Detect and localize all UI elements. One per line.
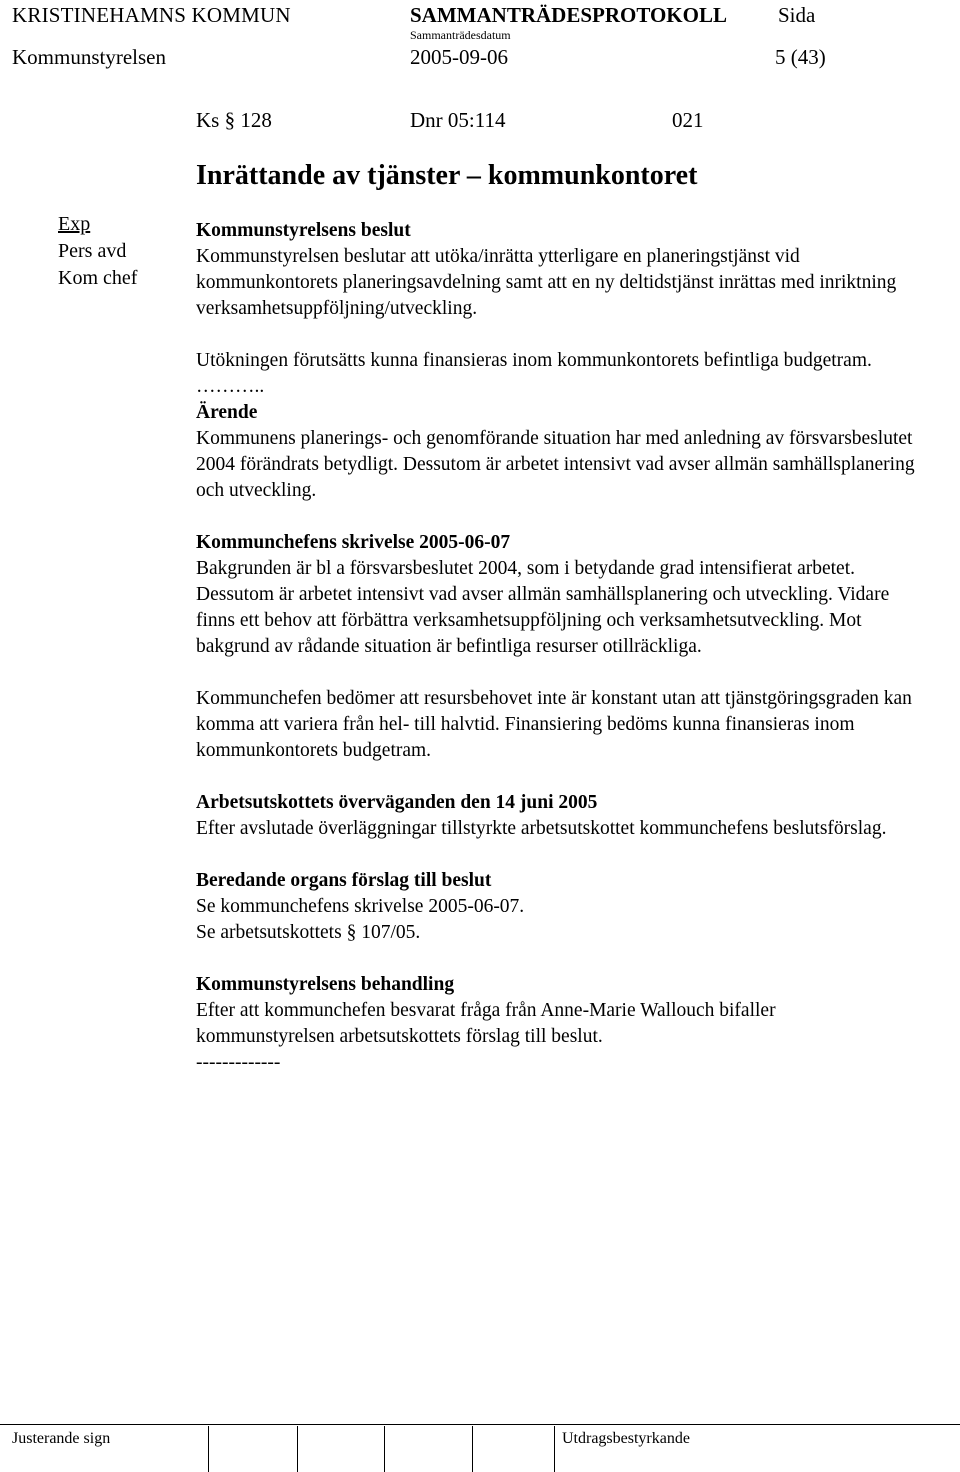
- registration-number: Dnr 05:114: [410, 108, 506, 132]
- adjuster-signature-label: Justerande sign: [12, 1430, 111, 1447]
- archive-code: 021: [672, 108, 704, 132]
- handling-heading: Kommunstyrelsens behandling: [196, 974, 455, 995]
- meeting-date: 2005-09-06: [410, 45, 508, 69]
- proposal-line: Se arbetsutskottets § 107/05.: [196, 922, 421, 943]
- matter-heading: Ärende: [196, 402, 258, 423]
- governing-body: Kommunstyrelsen: [12, 45, 166, 69]
- matter-text: Kommunens planerings- och genomförande situation har med anledning av försvarsbeslutet 2004 förändrats betydligt. Dessutom är arbetet intensivt vad avser allmän samhällsplanering och utveckling.: [196, 428, 915, 501]
- end-marker: -------------: [196, 1052, 281, 1073]
- committee-heading: Arbetsutskottets överväganden den 14 juni 2005: [196, 792, 598, 813]
- financing-text: Utökningen förutsätts kunna finansieras inom kommunkontorets befintliga budgetram.: [196, 350, 872, 371]
- signature-box-divider: [208, 1426, 209, 1472]
- distribution-label: Exp: [58, 213, 91, 235]
- protocol-type: SAMMANTRÄDESPROTOKOLL: [410, 3, 727, 27]
- page-label: Sida: [778, 3, 816, 27]
- distribution-recipient: Pers avd: [58, 240, 127, 262]
- distribution-recipient: Kom chef: [58, 267, 138, 289]
- handling-text: Efter att kommunchefen besvarat fråga från Anne-Marie Wallouch bifaller kommunstyrelsen arbetsutskottets förslag till beslut.: [196, 1000, 776, 1047]
- protocol-content: [196, 218, 916, 1076]
- committee-text: Efter avslutade överläggningar tillstyrkte arbetsutskottet kommunchefens beslutsförslag.: [196, 818, 887, 839]
- organization-name: KRISTINEHAMNS KOMMUN: [12, 3, 291, 27]
- signature-box-divider: [384, 1426, 385, 1472]
- signature-box-divider: [554, 1426, 555, 1472]
- decision-text: Kommunstyrelsen beslutar att utöka/inrätta ytterligare en planeringstjänst vid kommunkontorets planeringsavdelning samt att en ny deltidstjänst inrättas med inriktning verksamhetsuppföljning/utveckling.: [196, 246, 897, 319]
- footer-divider: [0, 1424, 960, 1425]
- proposal-line: Se kommunchefens skrivelse 2005-06-07.: [196, 896, 525, 917]
- signature-box-divider: [297, 1426, 298, 1472]
- distribution-list: [58, 211, 137, 292]
- date-label: Sammanträdesdatum: [410, 28, 511, 42]
- decision-heading: Kommunstyrelsens beslut: [196, 220, 411, 241]
- memo-text: Bakgrunden är bl a försvarsbeslutet 2004, som i betydande grad intensifierat arbetet. Dessutom är arbetet intensivt vad avser allmän samhällsplanering och utveckling. Vidare finns ett behov att förbättra verksamhetsuppföljning och verksamhetsutveckling. Mot bakgrund av rådande situation är befintliga resurser otillräckliga.: [196, 558, 890, 657]
- case-number: Ks § 128: [196, 108, 272, 132]
- signature-box-divider: [472, 1426, 473, 1472]
- proposal-heading: Beredande organs förslag till beslut: [196, 870, 492, 891]
- document-title: Inrättande av tjänster – kommunkontoret: [196, 160, 698, 191]
- extract-certification-label: Utdragsbestyrkande: [562, 1430, 690, 1447]
- memo-assessment-text: Kommunchefen bedömer att resursbehovet inte är konstant utan att tjänstgöringsgraden kan komma att variera från hel- till halvtid. Finansiering bedöms kunna finansieras inom kommunkontorets budgetram.: [196, 688, 912, 761]
- ellipsis-line: ………..: [196, 376, 265, 397]
- memo-heading: Kommunchefens skrivelse 2005-06-07: [196, 532, 511, 553]
- page-number: 5 (43): [775, 45, 826, 69]
